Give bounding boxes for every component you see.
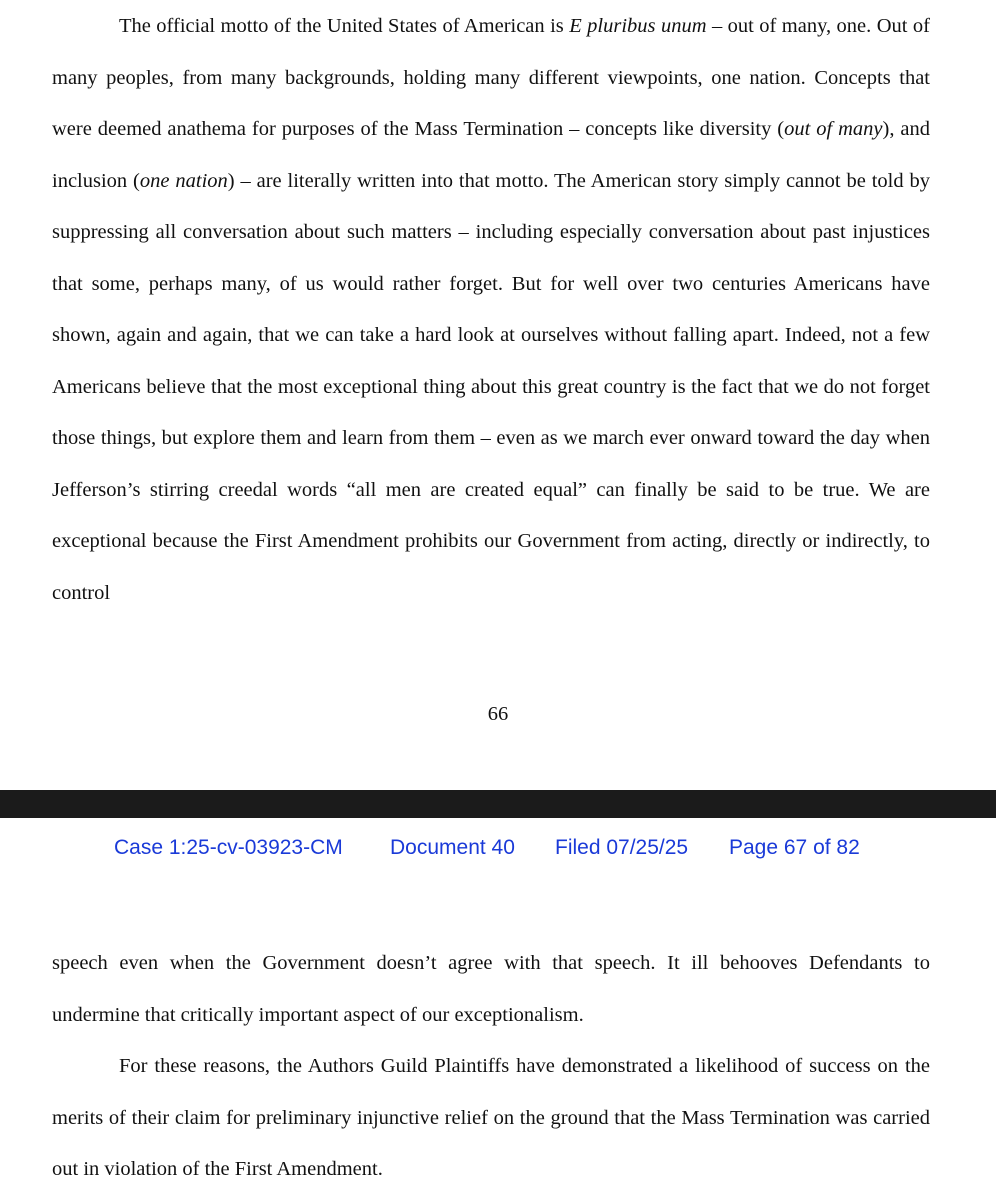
ecf-filing-header xyxy=(0,836,996,866)
body-text-block xyxy=(52,1,930,619)
text-segment: The official motto of the United States of American is xyxy=(119,15,570,37)
body-text-block-page-67 xyxy=(52,938,930,1196)
italic-out-of-many: out of many xyxy=(784,118,883,140)
italic-one-nation: one nation xyxy=(139,169,228,192)
italic-motto: E pluribus unum xyxy=(569,15,707,37)
paragraph-motto xyxy=(52,1,930,619)
filed-date: Filed 07/25/25 xyxy=(555,836,689,859)
page-divider xyxy=(0,790,996,818)
text-segment: ), and inclusion ( xyxy=(52,118,930,192)
page-count: Page 67 of 82 xyxy=(729,836,860,859)
document-number: Document 40 xyxy=(390,836,515,859)
text-segment: – out of many, one. Out of many peoples, from many backgrounds, holding many different viewpoints, one nation. Concepts that were deemed anathema for purposes of the Mass Termination – concepts like diversity ( xyxy=(52,15,930,140)
text-segment: ) – are literally written into that motto. The American story simply cannot be told by suppressing all conversation about such matters – including especially conversation about past injustices that some, perhaps many, of us would rather forget. But for well over two centuries Americans have shown, again and again, that we can take a hard look at ourselves without falling apart. Indeed, not a few Americans believe that the most exceptional thing about this great country is the fact that we do not forget those things, but explore them and learn from them – even as we march ever onward toward the day when Jefferson’s stirring creedal words “all men are created equal” can finally be said to be true. We are exceptional because the First Amendment prohibits our Government from acting, directly or indirectly, to control xyxy=(52,169,930,604)
case-number: Case 1:25-cv-03923-CM xyxy=(114,836,343,859)
paragraph-conclusion: For these reasons, the Authors Guild Plaintiffs have demonstrated a likelihood of success on the merits of their claim for preliminary injunctive relief on the ground that the Mass Termination was carried out in violation of the First Amendment. xyxy=(52,1055,930,1180)
paragraph-continuation: speech even when the Government doesn’t agree with that speech. It ill behooves Defendants to undermine that critically important aspect of our exceptionalism. xyxy=(52,952,930,1026)
page-number: 66 xyxy=(487,703,509,725)
